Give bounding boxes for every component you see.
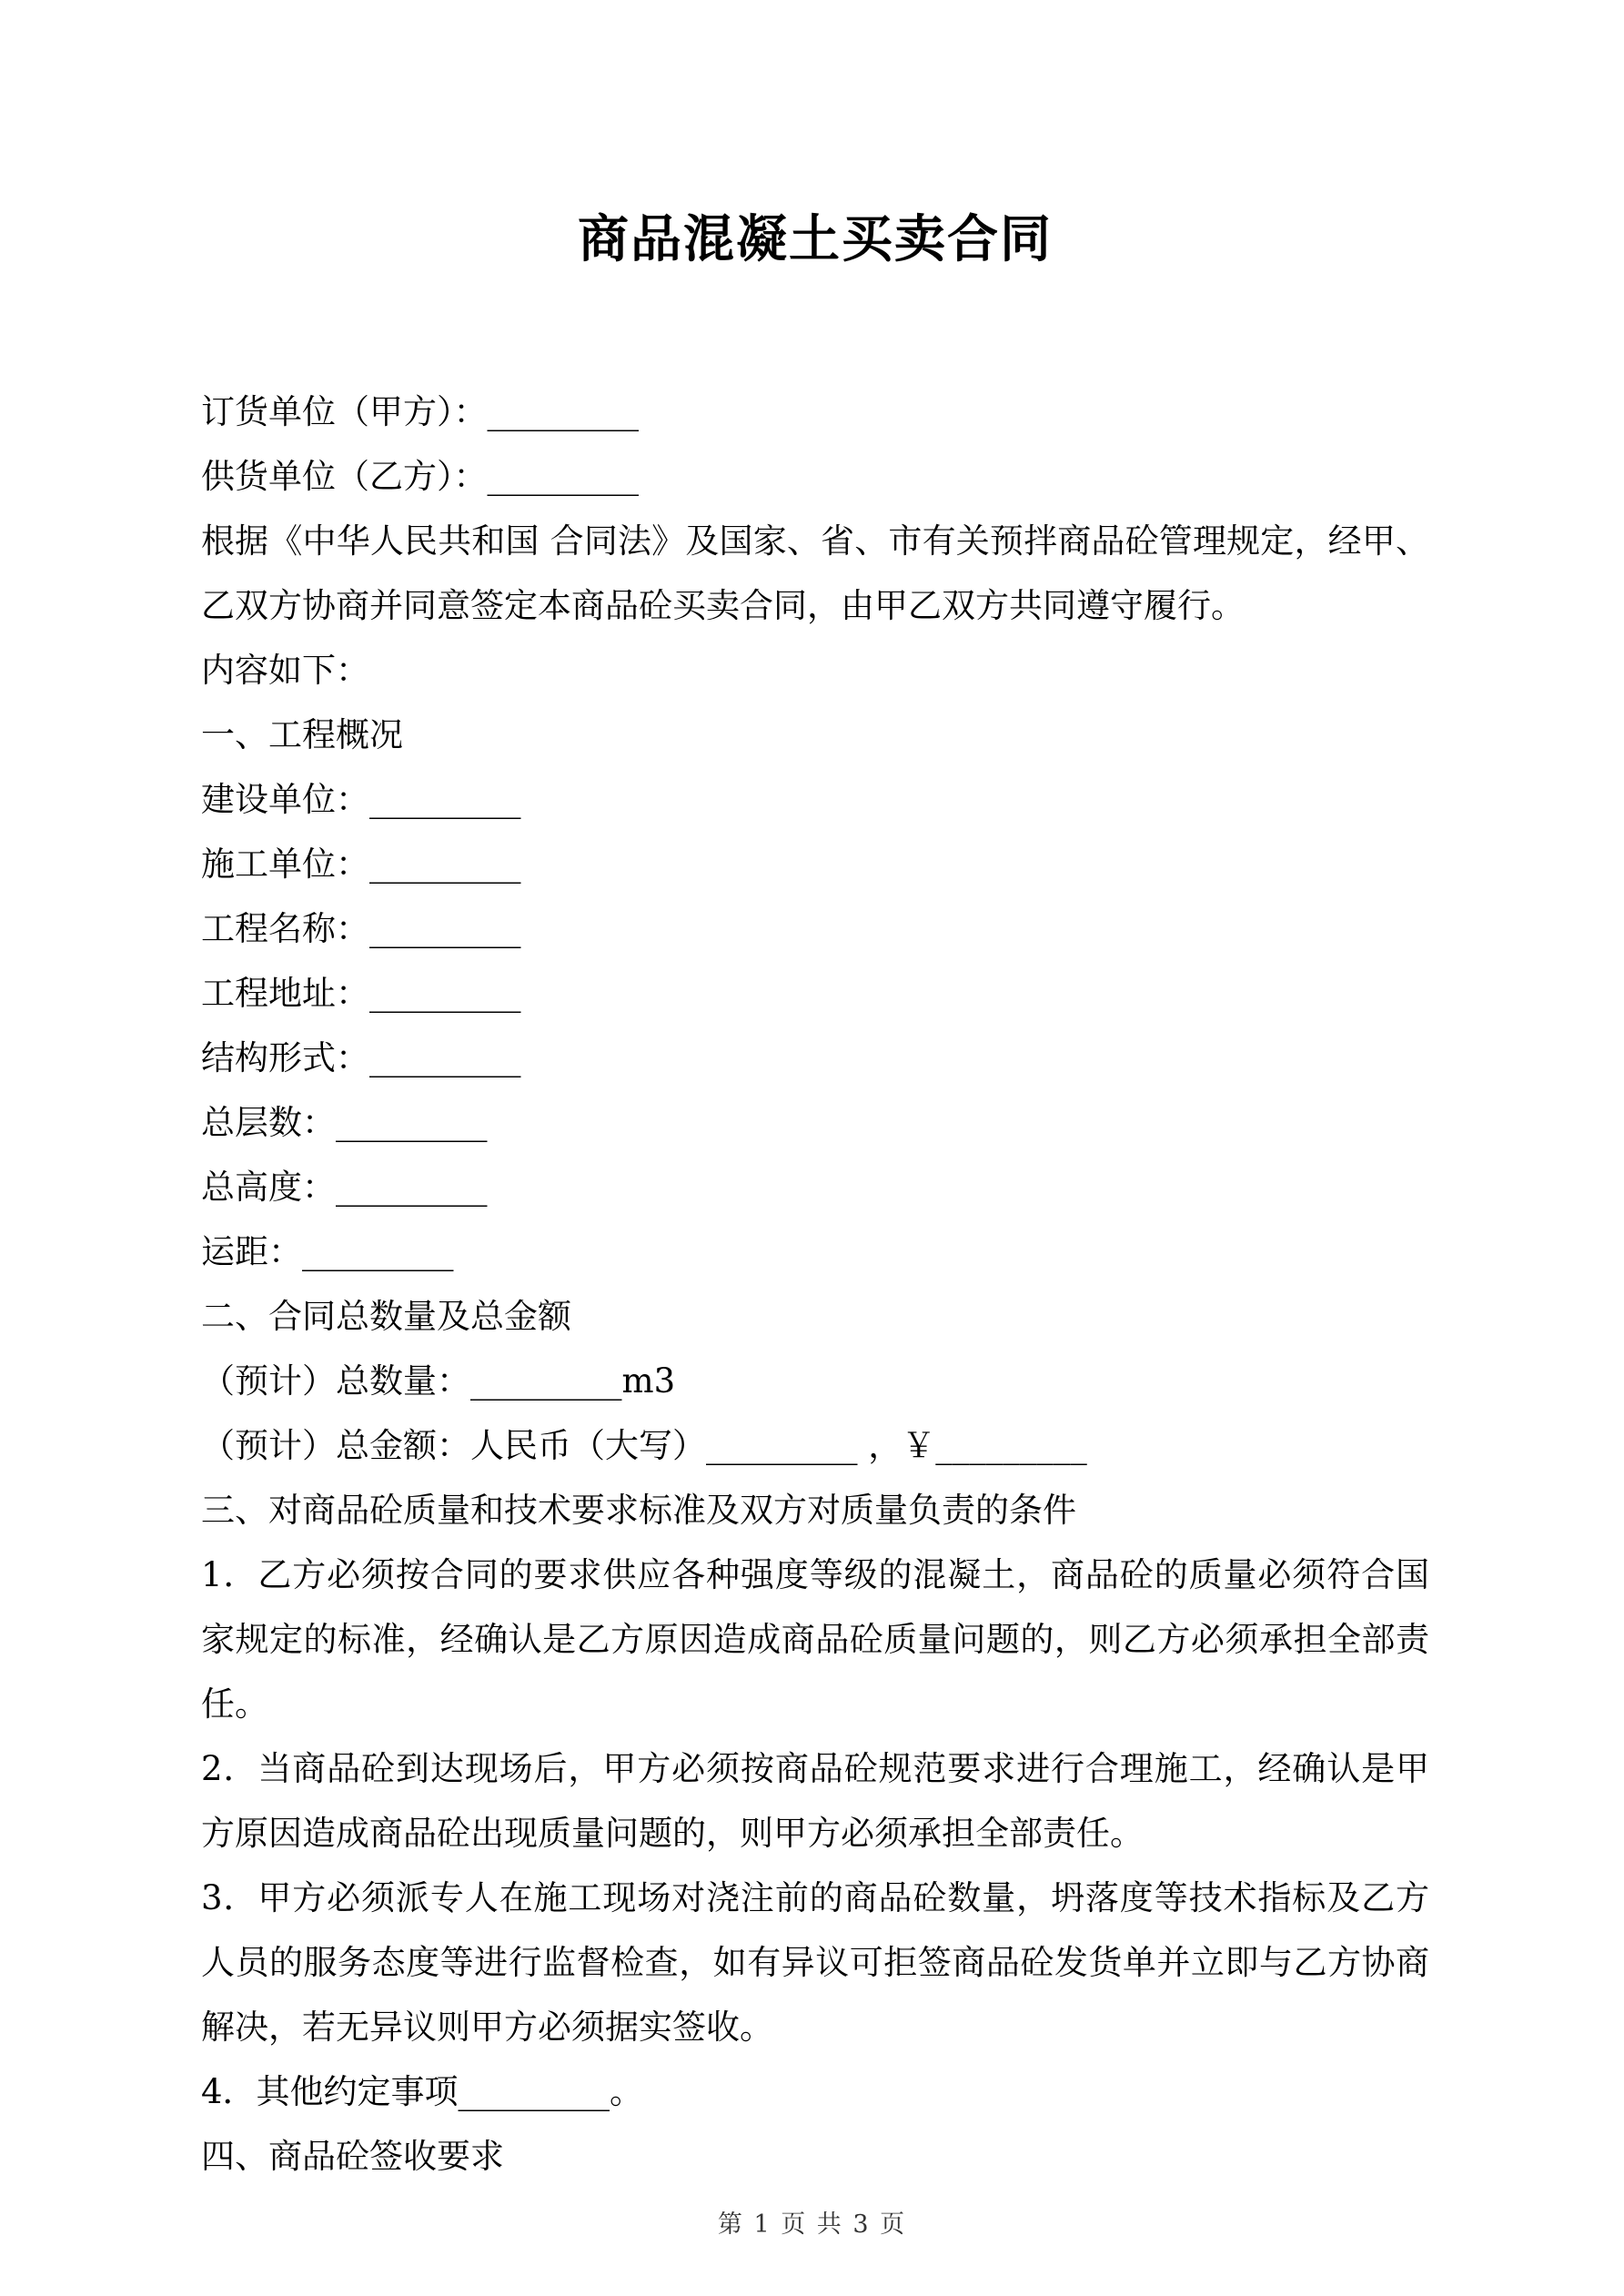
paragraph: 根据《中华人民共和国 合同法》及国家、省、市有关预拌商品砼管理规定，经甲、乙双方协商并同意签定本商品砼买卖合同，由甲乙双方共同遵守履行。 — [201, 521, 1429, 626]
document-title: 商品混凝土买卖合同 — [578, 209, 1053, 269]
paragraph: 总高度：_________ — [201, 1168, 488, 1208]
page-footer: 第 1 页 共 3 页 — [717, 2210, 907, 2239]
paragraph: 总层数：_________ — [201, 1103, 488, 1143]
paragraph: 工程地址：_________ — [201, 974, 521, 1014]
paragraph: 供货单位（乙方）：_________ — [201, 457, 639, 497]
paragraph: 3．甲方必须派专人在施工现场对浇注前的商品砼数量，坍落度等技术指标及乙方人员的服务态度等进行监督检查，如有异议可拒签商品砼发货单并立即与乙方协商解决，若无异议则甲方必须据实签收。 — [201, 1878, 1429, 2048]
document-body — [201, 379, 1429, 2189]
paragraph: 结构形式：_________ — [201, 1038, 521, 1078]
paragraph: 三、对商品砼质量和技术要求标准及双方对质量负责的条件 — [201, 1491, 1076, 1531]
paragraph: 2．当商品砼到达现场后，甲方必须按商品砼规范要求进行合理施工，经确认是甲方原因造成商品砼出现质量问题的，则甲方必须承担全部责任。 — [201, 1749, 1429, 1854]
paragraph: 一、工程概况 — [201, 715, 403, 755]
paragraph: 订货单位（甲方）：_________ — [201, 392, 639, 432]
paragraph: （预计）总金额：人民币（大写）_________ ，￥_________ — [201, 1426, 1087, 1466]
paragraph: 二、合同总数量及总金额 — [201, 1297, 571, 1337]
paragraph: 工程名称：_________ — [201, 909, 521, 949]
paragraph: 四、商品砼签收要求 — [201, 2137, 504, 2177]
paragraph: 运距：_________ — [201, 1232, 454, 1272]
paragraph: 建设单位：_________ — [201, 780, 521, 820]
paragraph: 4．其他约定事项_________。 — [201, 2072, 644, 2112]
paragraph: 1．乙方必须按合同的要求供应各种强度等级的混凝土，商品砼的质量必须符合国家规定的标准，经确认是乙方原因造成商品砼质量问题的，则乙方必须承担全部责任。 — [201, 1555, 1429, 1725]
paragraph: 施工单位：_________ — [201, 845, 521, 885]
paragraph: （预计）总数量：_________m3 — [201, 1361, 676, 1401]
paragraph: 内容如下： — [201, 651, 369, 691]
